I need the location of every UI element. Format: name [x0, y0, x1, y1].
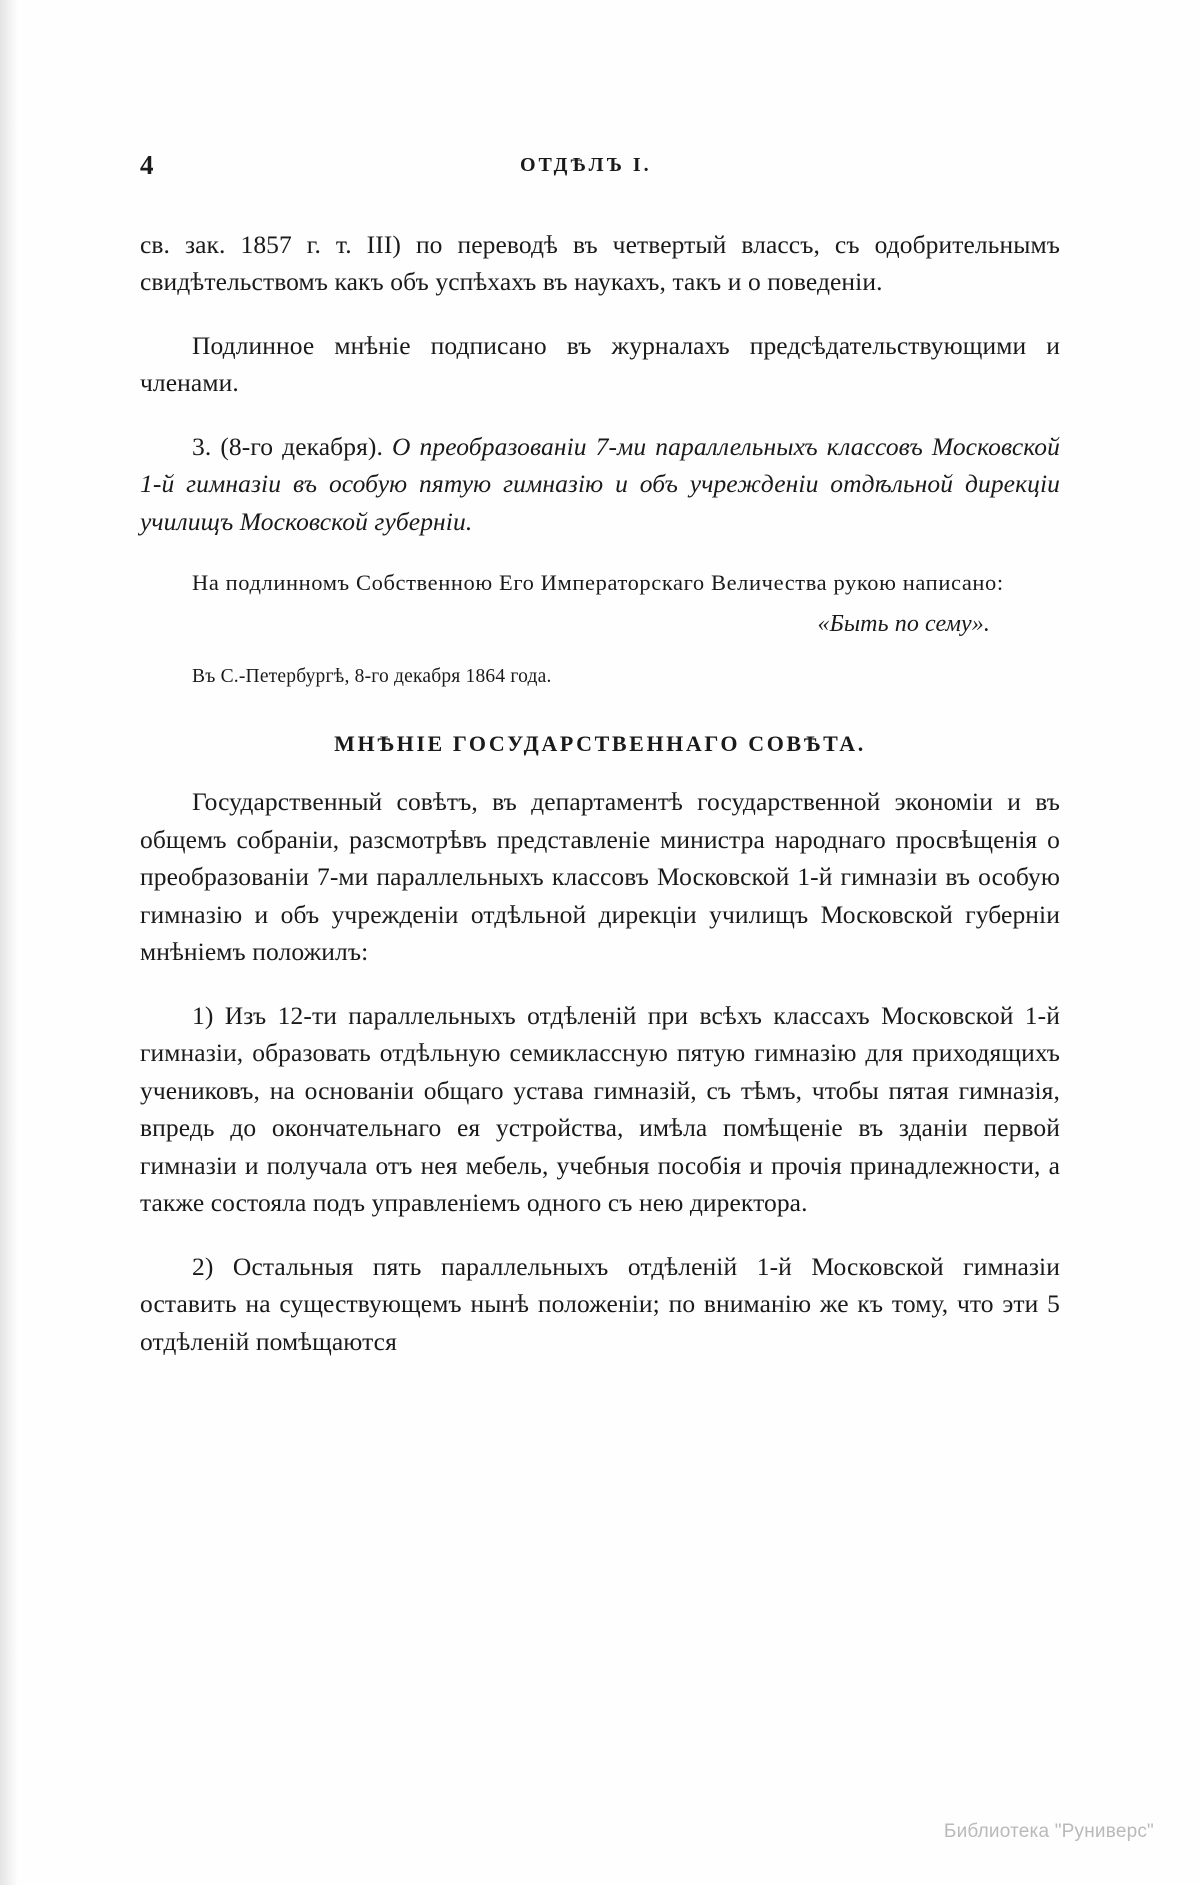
place-and-date: Въ С.-Петербургѣ, 8-го декабря 1864 года. — [192, 665, 552, 687]
paragraph-clause-1: 1) Изъ 12-ти параллельныхъ отдѣленій при всѣхъ классахъ Московской 1-й гимназіи, образовать отдѣльную семиклассную пятую гимназію для приходящихъ учениковъ, на основаніи общаго устава гимназій, съ тѣмъ, чтобы пятая гимназія, впредь до окончательнаго ея устройства, имѣла помѣщеніе въ зданіи первой гимназіи и получала отъ нея мебель, учебныя пособія и прочія принадлежности, а также состояла подъ управленіемъ одного съ нею директора. — [140, 1000, 1060, 1218]
library-watermark: Библиотека "Руниверс" — [943, 1821, 1154, 1842]
page-number: 4 — [140, 150, 154, 180]
running-head: ОТДѢЛЪ I. — [520, 154, 652, 176]
imperial-resolution-quote: «Быть по сему». — [817, 611, 990, 638]
paragraph-council-opinion: Государственный совѣтъ, въ департаментѣ государственной экономіи и въ общемъ собраніи, разсмотрѣвъ представленіе министра народнаго просвѣщенія о преобразованіи 7-ми параллельныхъ классовъ Московской 1-й гимназіи въ особую гимназію и объ учрежденіи отдѣльной дирекціи училищъ Московской губерніи мнѣніемъ положилъ: — [140, 787, 1060, 967]
page-header — [140, 150, 1060, 196]
section-heading: МНѢНІЕ ГОСУДАРСТВЕННАГО СОВѢТА. — [334, 731, 866, 757]
paragraph-continuation: св. зак. 1857 г. т. III) по переводѣ въ четвертый влассъ, съ одобрительнымъ свидѣтельствомъ какъ объ успѣхахъ въ наукахъ, такъ и о поведеніи. — [140, 230, 1060, 297]
item-3-number: 3. (8-го декабря). — [192, 431, 392, 461]
paragraph-signatures: Подлинное мнѣніе подписано въ журналахъ предсѣдательствующими и членами. — [140, 330, 1060, 398]
paragraph-item-3 — [140, 428, 1060, 540]
item-3-title: О преобразованіи 7-ми параллельныхъ классовъ Московской 1-й гимназіи въ особую пятую гимназію и объ учрежденіи отдѣльной дирекціи училищъ Московской губерніи. — [140, 431, 1061, 536]
paragraph-clause-2: 2) Остальныя пять параллельныхъ отдѣленій 1-й Московской гимназіи оставить на существующемъ нынѣ положеніи; по вниманію же къ тому, что эти 5 отдѣленій помѣщаются — [140, 1251, 1060, 1356]
paragraph-imperial-note: На подлинномъ Собственною Его Императорскаго Величества рукою написано: — [192, 570, 1004, 596]
page-content — [140, 150, 1060, 1360]
page-edge-shadow — [0, 0, 18, 1885]
